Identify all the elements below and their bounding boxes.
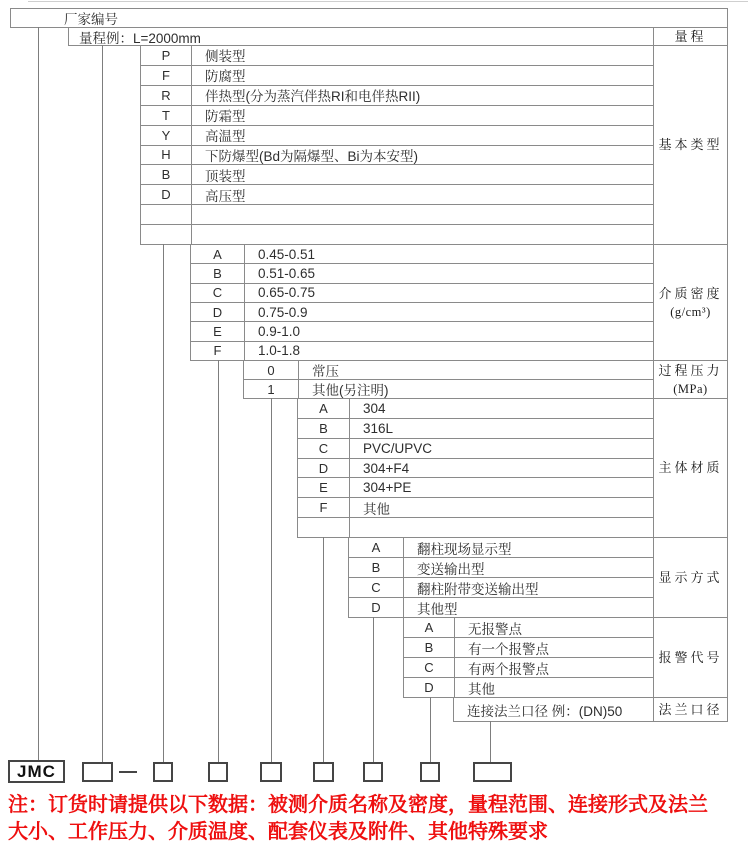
spec-desc: 1.0-1.8: [258, 343, 301, 359]
spec-row: [404, 658, 653, 678]
spec-code: [141, 225, 192, 244]
spec-desc: PVC/UPVC: [363, 440, 433, 456]
section-rows: [244, 361, 653, 398]
spec-code: E: [298, 478, 350, 497]
spec-row: [298, 459, 653, 479]
spec-code: E: [191, 322, 245, 340]
model-prefix: JMC: [17, 761, 56, 781]
connector-line-material: [323, 537, 324, 762]
spec-desc: 无报警点: [468, 621, 522, 637]
spec-desc: 翻柱附带变送输出型: [417, 581, 539, 597]
section-label-alarm-code: 报警代号: [653, 618, 727, 697]
spec-code: 1: [244, 380, 299, 398]
spec-row: [141, 106, 653, 126]
spec-desc: 0.9-1.0: [258, 323, 301, 339]
spec-row: [141, 146, 653, 166]
spec-code: A: [191, 245, 245, 263]
connector-line-pressure: [271, 398, 272, 762]
spec-row: [298, 498, 653, 518]
connector-line-basic: [163, 244, 164, 762]
spec-desc: 高压型: [205, 188, 246, 204]
spec-code: P: [141, 46, 192, 65]
section-label-body-material: 主体材质: [653, 399, 727, 537]
section-flange-diameter: [453, 698, 728, 722]
section-rows: [298, 399, 653, 537]
spec-code: R: [141, 86, 192, 105]
flange-text: 连接法兰口径 例：(DN)50: [467, 703, 623, 719]
spec-code: D: [404, 678, 455, 697]
spec-code: 0: [244, 361, 299, 379]
spec-desc: 有两个报警点: [468, 661, 549, 677]
spec-desc: 304+F4: [363, 460, 410, 476]
section-rows: [404, 618, 653, 697]
range-row: [68, 28, 728, 46]
spec-desc: 其他: [363, 501, 390, 517]
top-hairline: [28, 1, 748, 2]
model-code-box-flange: [473, 762, 512, 782]
factory-number-label: 厂家编号: [64, 12, 118, 27]
connector-line-alarm: [430, 697, 431, 762]
spec-row: [298, 478, 653, 498]
model-code-box-basic: [153, 762, 173, 782]
model-code-box-pressure: [260, 762, 282, 782]
spec-code: D: [191, 303, 245, 321]
spec-desc: 有一个报警点: [468, 641, 549, 657]
factory-number-row: [10, 8, 728, 28]
spec-code: D: [349, 598, 404, 617]
spec-code: A: [349, 538, 404, 557]
order-note: [8, 792, 708, 845]
spec-code: C: [298, 439, 350, 458]
spec-row: [349, 598, 653, 617]
spec-row: [141, 86, 653, 106]
section-process-pressure: [243, 361, 728, 399]
spec-desc: 防腐型: [205, 69, 246, 85]
spec-row: [191, 284, 653, 303]
spec-code: B: [298, 419, 350, 438]
spec-code: C: [191, 284, 245, 302]
spec-desc: 其他型: [417, 601, 458, 617]
connector-line-flange: [490, 721, 491, 762]
spec-code: C: [404, 658, 455, 677]
spec-code: [141, 205, 192, 224]
spec-code: D: [141, 185, 192, 204]
spec-desc: 变送输出型: [417, 561, 485, 577]
spec-row: [191, 245, 653, 264]
spec-code: B: [404, 638, 455, 657]
model-code-box-material: [313, 762, 334, 782]
spec-desc: [192, 225, 653, 244]
spec-row: [298, 439, 653, 459]
spec-code: T: [141, 106, 192, 125]
spec-row: [404, 618, 653, 638]
spec-desc: 0.51-0.65: [258, 265, 316, 281]
connector-line-factory: [38, 27, 39, 762]
spec-code: B: [191, 264, 245, 282]
spec-row: [404, 638, 653, 658]
spec-row: [191, 342, 653, 360]
spec-row: [141, 46, 653, 66]
section-alarm-code: [403, 618, 728, 698]
section-label-basic-type: 基本类型: [653, 46, 727, 244]
spec-desc: 316L: [363, 420, 394, 436]
spec-row: [191, 264, 653, 283]
spec-desc: 顶装型: [205, 168, 246, 184]
spec-desc: 0.75-0.9: [258, 304, 308, 320]
section-label-flange-diameter: 法兰口径: [653, 698, 727, 721]
spec-code: F: [191, 342, 245, 360]
spec-row: [404, 678, 653, 697]
spec-desc: 防霜型: [205, 109, 246, 125]
spec-row: [349, 538, 653, 558]
model-code-box-range: [82, 762, 113, 782]
spec-desc: 翻柱现场显示型: [417, 541, 512, 557]
note-line-1: 注：订货时请提供以下数据：被测介质名称及密度，量程范围、连接形式及法兰: [8, 794, 708, 816]
note-line-2: 大小、工作压力、介质温度、配套仪表及附件、其他特殊要求: [8, 821, 548, 843]
spec-code: D: [298, 459, 350, 478]
spec-row: [141, 185, 653, 205]
spec-desc: [350, 518, 653, 537]
model-prefix-box: [8, 760, 65, 783]
connector-line-density: [218, 360, 219, 762]
section-body-material: [297, 399, 728, 538]
spec-code: B: [141, 165, 192, 184]
spec-desc: 下防爆型(Bd为隔爆型、Bi为本安型): [205, 148, 419, 164]
connector-line-range: [102, 45, 103, 762]
spec-row: [298, 419, 653, 439]
spec-row: [191, 303, 653, 322]
spec-code: C: [349, 578, 404, 597]
spec-code: A: [298, 399, 350, 418]
connector-line-display: [373, 617, 374, 762]
spec-row: [191, 322, 653, 341]
section-medium-density: [190, 245, 728, 361]
spec-desc: 304+PE: [363, 480, 412, 496]
spec-desc: 304: [363, 400, 386, 416]
spec-desc: [192, 205, 653, 224]
spec-code: H: [141, 146, 192, 165]
spec-row: [141, 165, 653, 185]
model-separator: [119, 771, 137, 773]
section-basic-type: [140, 46, 728, 245]
spec-desc: 其他(另注明): [312, 383, 389, 398]
spec-row: [244, 380, 653, 398]
spec-row: [141, 205, 653, 225]
section-label-process-pressure: 过程压力 (MPa): [653, 361, 727, 398]
spec-desc: 侧装型: [205, 49, 246, 65]
spec-row: [349, 578, 653, 598]
spec-row: [298, 518, 653, 537]
section-label-medium-density: 介质密度 (g/cm³): [653, 245, 727, 360]
spec-desc: 0.65-0.75: [258, 285, 316, 301]
section-display-mode: [348, 538, 728, 618]
model-code-box-alarm: [420, 762, 440, 782]
spec-desc: 其他: [468, 681, 495, 697]
spec-row: [141, 225, 653, 244]
spec-code: F: [141, 66, 192, 85]
spec-code: A: [404, 618, 455, 637]
spec-row: [244, 361, 653, 380]
section-label-display-mode: 显示方式: [653, 538, 727, 617]
spec-code: [298, 518, 350, 537]
range-example-text: 量程例：L=2000mm: [79, 30, 201, 45]
model-code-box-density: [208, 762, 228, 782]
spec-row: [141, 66, 653, 86]
spec-code: B: [349, 558, 404, 577]
section-rows: [141, 46, 653, 244]
section-rows: [349, 538, 653, 617]
spec-desc: 常压: [312, 364, 339, 379]
spec-row: [141, 126, 653, 146]
spec-desc: 高温型: [205, 129, 246, 145]
spec-row: [349, 558, 653, 578]
range-side-label: 量程: [653, 28, 727, 45]
model-code-box-display: [363, 762, 383, 782]
spec-desc: 0.45-0.51: [258, 246, 316, 262]
section-rows: [191, 245, 653, 360]
spec-code: F: [298, 498, 350, 517]
spec-row: [298, 399, 653, 419]
spec-code: Y: [141, 126, 192, 145]
spec-desc: 伴热型(分为蒸汽伴热RI和电伴热RII): [205, 89, 421, 105]
